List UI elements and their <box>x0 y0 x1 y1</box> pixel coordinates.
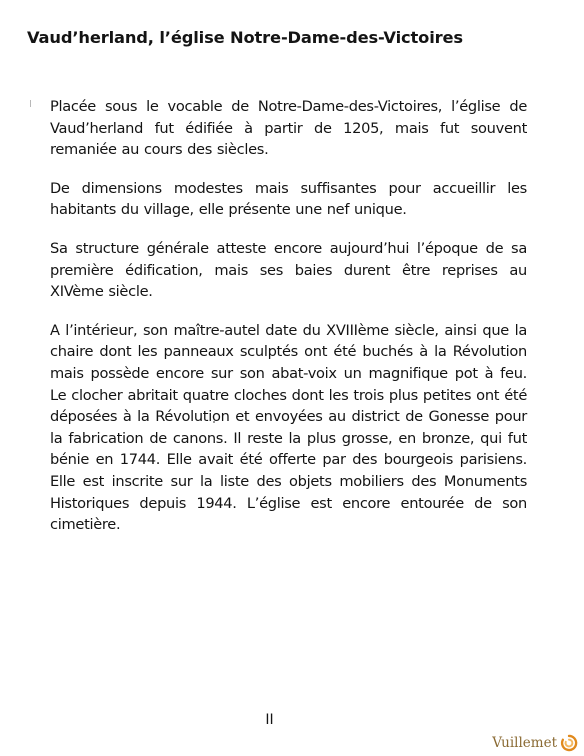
paragraph-origins: Placée sous le vocable de Notre-Dame-des-Victoires, l’église de Vaud’herland fut édifiée à partir de 1205, mais fut souvent remaniée au cours des siècles. <box>50 98 527 159</box>
page-title: Vaud’herland, l’église Notre-Dame-des-Victoires <box>27 28 463 47</box>
vuillemet-logo-icon <box>560 734 578 752</box>
page-number: II <box>265 712 274 728</box>
paragraph-structure: Sa structure générale atteste encore aujourd’hui l’époque de sa première édification, mais ses baies durent être reprises au XIVème siècle. <box>50 239 527 301</box>
body-text <box>50 96 527 553</box>
vendor-name: Vuillemet <box>492 735 557 751</box>
scan-speck <box>30 100 31 107</box>
vendor-mark <box>492 734 578 752</box>
paragraph-dimensions: De dimensions modestes mais suffisantes pour accueillir les habitants du village, elle présente une nef unique. <box>50 179 527 219</box>
paragraph-interior: A l’intérieur, son maître-autel date du XVIIIème siècle, ainsi que la chaire dont les panneaux sculptés ont été buchés à la Révolution mais possède encore sur son abat-voix un magnifique pot à feu. Le clocher abritait quatre cloches dont les trois plus petites ont été déposées à la Révolution et envoyées au district de Gonesse pour la fabrication de canons. Il reste la plus grosse, en bronze, qui fut bénie en 1744. Elle avait été offerte par des bourgeois parisiens. Elle est inscrite sur la liste des objets mobiliers des Monuments Historiques depuis 1944. L’église est encore entourée de son cimetière. <box>50 321 527 534</box>
